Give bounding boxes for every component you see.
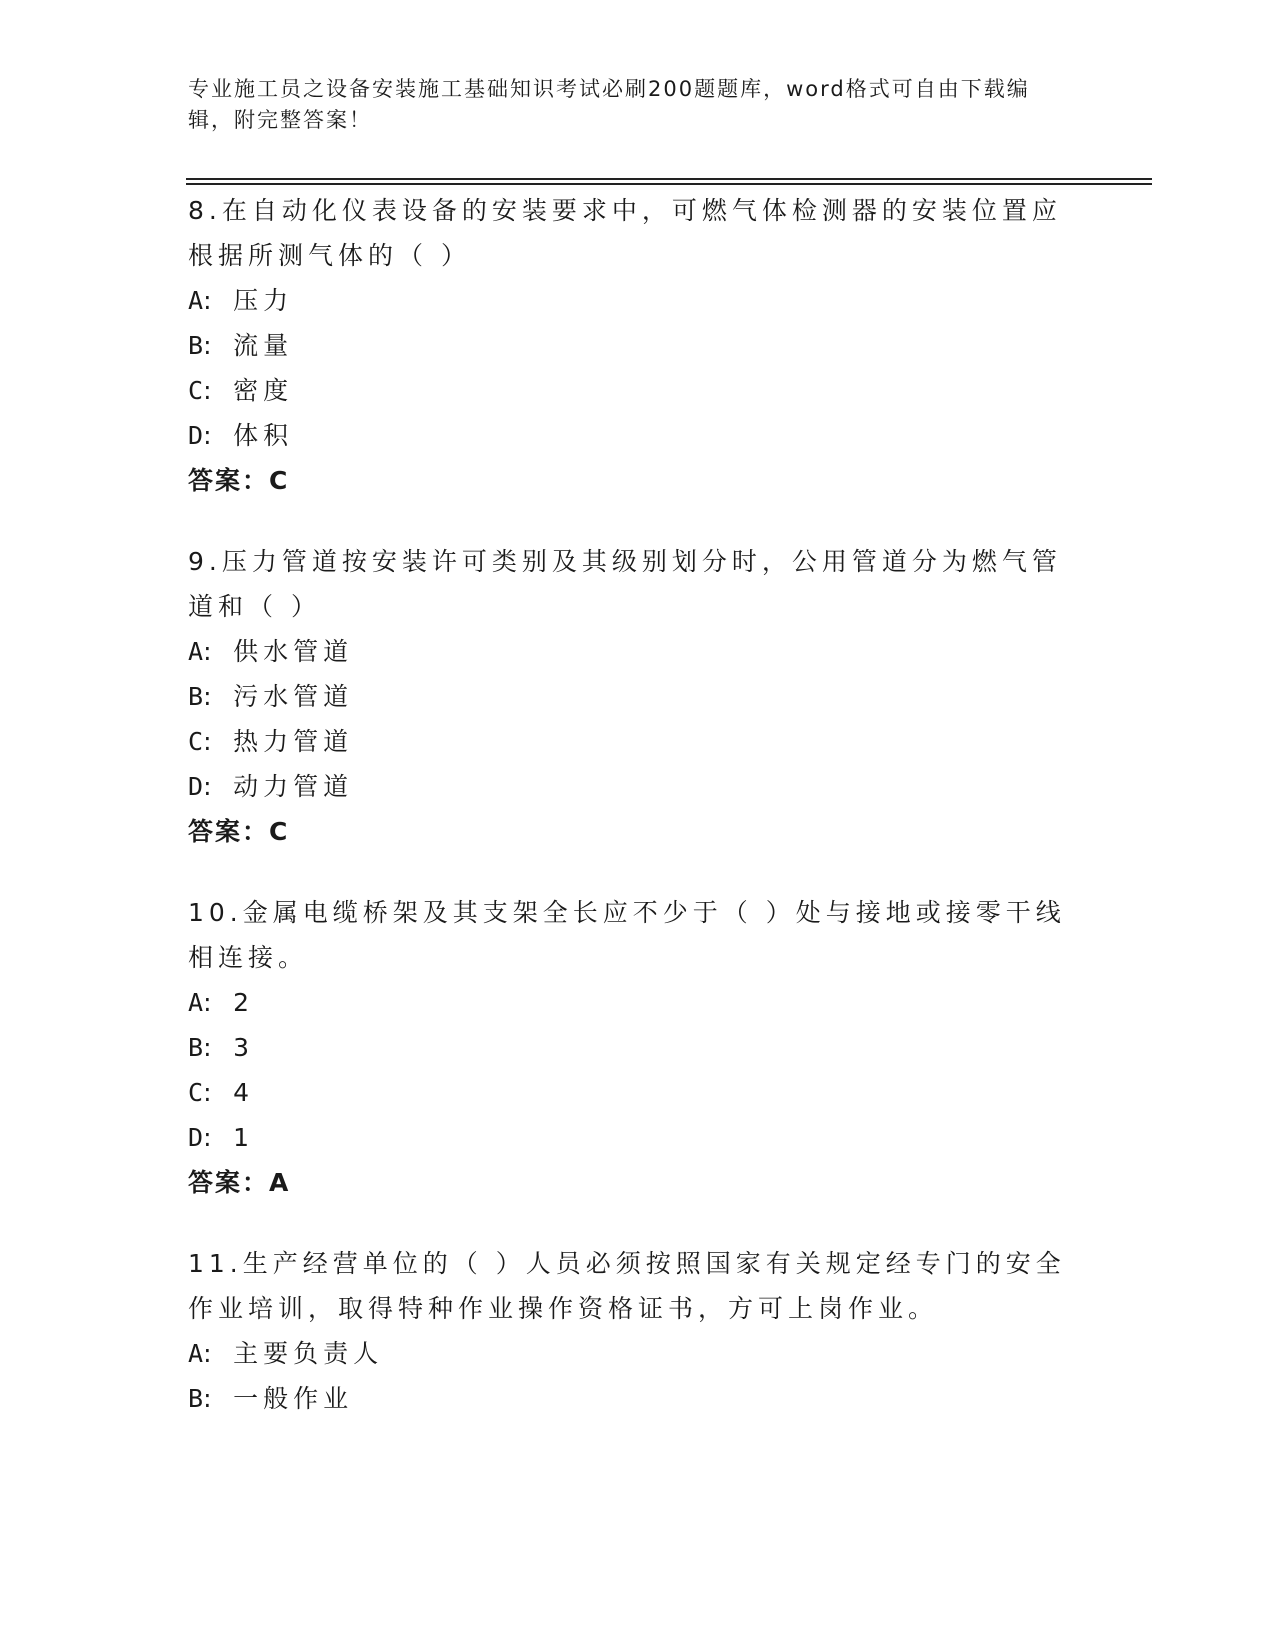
option-b: B: 3	[188, 1025, 1068, 1070]
question-11	[188, 1241, 1068, 1421]
option-text: 动力管道	[233, 772, 354, 801]
option-c: C: 密度	[188, 368, 1068, 413]
question-stem: 11.生产经营单位的（ ）人员必须按照国家有关规定经专门的安全作业培训，取得特种作业操作资格证书，方可上岗作业。	[188, 1249, 1066, 1323]
question-list	[188, 188, 1068, 1457]
option-letter: A	[188, 988, 204, 1017]
option-a: A: 供水管道	[188, 629, 1068, 674]
option-letter: B	[188, 1384, 204, 1413]
option-text: 1	[233, 1123, 254, 1152]
option-a: A: 压力	[188, 278, 1068, 323]
answer-line: 答案：A	[188, 1168, 291, 1197]
option-a: A: 主要负责人	[188, 1331, 1068, 1376]
question-8	[188, 188, 1068, 503]
option-text: 2	[233, 988, 254, 1017]
option-text: 4	[233, 1078, 254, 1107]
option-text: 污水管道	[233, 682, 354, 711]
answer-line: 答案：C	[188, 466, 290, 495]
option-text: 流量	[233, 331, 294, 360]
option-letter: C	[188, 1078, 204, 1107]
option-letter: B	[188, 682, 204, 711]
question-stem: 8.在自动化仪表设备的安装要求中，可燃气体检测器的安装位置应根据所测气体的（ ）	[188, 196, 1062, 270]
option-letter: D	[188, 1123, 204, 1152]
option-text: 供水管道	[233, 637, 354, 666]
option-letter: A	[188, 637, 204, 666]
question-stem: 9.压力管道按安装许可类别及其级别划分时，公用管道分为燃气管道和（ ）	[188, 547, 1062, 621]
option-d: D: 体积	[188, 413, 1068, 458]
option-text: 体积	[233, 421, 294, 450]
option-c: C: 热力管道	[188, 719, 1068, 764]
question-9	[188, 539, 1068, 854]
option-letter: A	[188, 1339, 204, 1368]
option-text: 热力管道	[233, 727, 354, 756]
option-letter: D	[188, 772, 204, 801]
option-letter: D	[188, 421, 204, 450]
option-a: A: 2	[188, 980, 1068, 1025]
header-rule-bottom	[186, 183, 1152, 185]
option-d: D: 1	[188, 1115, 1068, 1160]
option-b: B: 污水管道	[188, 674, 1068, 719]
option-d: D: 动力管道	[188, 764, 1068, 809]
option-text: 压力	[233, 286, 294, 315]
option-letter: B	[188, 331, 204, 360]
option-b: B: 流量	[188, 323, 1068, 368]
option-b: B: 一般作业	[188, 1376, 1068, 1421]
option-text: 3	[233, 1033, 254, 1062]
option-text: 一般作业	[233, 1384, 354, 1413]
option-text: 密度	[233, 376, 294, 405]
option-letter: C	[188, 376, 204, 405]
option-letter: A	[188, 286, 204, 315]
question-stem: 10.金属电缆桥架及其支架全长应不少于（ ）处与接地或接零干线相连接。	[188, 898, 1066, 972]
option-letter: B	[188, 1033, 204, 1062]
document-header-title: 专业施工员之设备安装施工基础知识考试必刷200题题库，word格式可自由下载编辑，附完整答案！	[188, 77, 1030, 132]
option-letter: C	[188, 727, 204, 756]
answer-line: 答案：C	[188, 817, 290, 846]
question-10	[188, 890, 1068, 1205]
option-c: C: 4	[188, 1070, 1068, 1115]
option-text: 主要负责人	[233, 1339, 384, 1368]
header-rule-top	[186, 178, 1152, 180]
